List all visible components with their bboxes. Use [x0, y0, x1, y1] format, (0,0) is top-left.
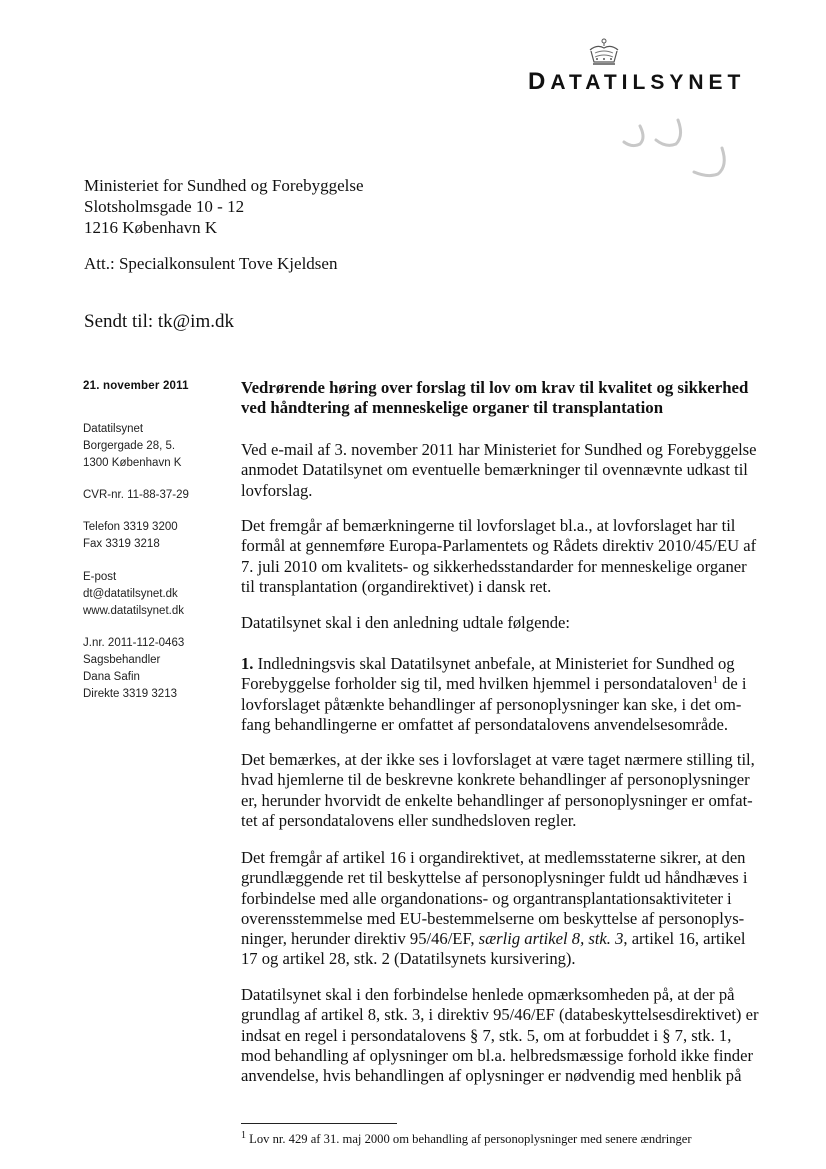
- paragraph-3: [241, 613, 761, 633]
- recipient-city: 1216 København K: [84, 218, 218, 237]
- text-line: anmodet Datatilsynet om eventuelle bemærkninger til ovennævnte udkast til: [241, 460, 748, 480]
- text-line: Det fremgår af artikel 16 i organdirektivet, at medlemsstaterne sikrer, at den: [241, 848, 746, 867]
- letter-date: 21. november 2011: [83, 380, 189, 392]
- paragraph-7: [241, 985, 761, 1086]
- subject-line: Vedrørende høring over forslag til lov om krav til kvalitet og sikkerhed: [241, 378, 749, 397]
- text-line: Forebyggelse forholder sig til, med hvilken hjemmel i persondataloven$^1$ de i: [241, 674, 747, 694]
- text-line: 17 og artikel 28, stk. 2 (Datatilsynets kursivering).: [241, 949, 576, 969]
- paragraph-5: [241, 750, 761, 831]
- paragraph-2: [241, 516, 761, 597]
- initials-signature-icon: [610, 108, 740, 188]
- recipient-street: Slotsholmsgade 10 - 12: [84, 197, 245, 216]
- text-line: ninger, herunder direktiv 95/46/EF, særlig artikel 8, stk. 3, artikel 16, artikel: [241, 929, 746, 949]
- text-line: grundlæggende ret til beskyttelse af personoplysninger fuldt ud håndhæves i: [241, 868, 748, 888]
- journal-number: J.nr. 2011-112-0463: [83, 637, 185, 649]
- text-line: mod behandling af oplysninger om bl.a. helbredsmæssige forhold ikke finder: [241, 1045, 753, 1065]
- text-line: overensstemmelse med EU-bestemmelserne om beskyttelse af personoplys-: [241, 908, 745, 928]
- text-line: 1. Indledningsvis skal Datatilsynet anbefale, at Ministeriet for Sundhed og: [241, 654, 735, 673]
- text-line: Ved e-mail af 3. november 2011 har Ministeriet for Sundhed og Forebyggelse: [241, 440, 757, 459]
- text-line: anvendelse, hvis behandlingen af oplysninger er nødvendig med henblik på: [241, 1066, 742, 1086]
- case-handler-label: Sagsbehandler: [83, 654, 161, 666]
- section-number: 1.: [241, 654, 254, 673]
- text-line: hvad hjemlerne til de beskrevne konkrete behandlinger af personoplysninger: [241, 770, 750, 790]
- sender-website[interactable]: www.datatilsynet.dk: [83, 605, 184, 617]
- sender-org: Datatilsynet: [83, 423, 144, 435]
- text-line: er, herunder hvorvidt de enkelte behandlinger af personoplysninger er omfat-: [241, 790, 753, 810]
- text-line: lovforslaget påtænkte behandlinger af personoplysninger kan ske, i det om-: [241, 694, 742, 714]
- case-handler-name: Dana Safin: [83, 671, 140, 683]
- paragraph-4: [241, 654, 761, 735]
- sender-email-label: E-post: [83, 571, 117, 583]
- text-line: Datatilsynet skal i den anledning udtale følgende:: [241, 613, 571, 632]
- sender-cvr: CVR-nr. 11-88-37-29: [83, 489, 189, 501]
- text-line: indsat en regel i persondatalovens § 7, stk. 5, om at forbuddet i § 7, stk. 1,: [241, 1025, 732, 1045]
- text-line: fang behandlingerne er omfattet af persondatalovens anvendelsesområde.: [241, 714, 729, 734]
- attention-line: Att.: Specialkonsulent Tove Kjeldsen: [84, 254, 338, 273]
- sender-email[interactable]: dt@datatilsynet.dk: [83, 588, 178, 600]
- text-line: tet af persondatalovens eller sundhedsloven regler.: [241, 810, 577, 830]
- sender-address-2: 1300 København K: [83, 457, 182, 469]
- direct-phone: Direkte 3319 3213: [83, 688, 177, 700]
- sent-to-line: Sendt til: tk@im.dk: [84, 311, 234, 332]
- text-line: Datatilsynet skal i den forbindelse henlede opmærksomheden på, at der på: [241, 985, 735, 1004]
- paragraph-1: [241, 440, 761, 501]
- footnote-number: 1: [241, 1130, 246, 1141]
- footnote-ref[interactable]: 1: [712, 674, 718, 687]
- text-line: forbindelse med alle organdonations- og organtransplantationsaktiviteter i: [241, 888, 732, 908]
- paragraph-6: [241, 848, 761, 970]
- sender-fax: Fax 3319 3218: [83, 538, 160, 550]
- text-line: formål at gennemføre Europa-Parlamentets og Rådets direktiv 2010/45/EU af: [241, 536, 757, 556]
- footnote-divider: [241, 1123, 397, 1124]
- crown-logo-icon: [584, 38, 624, 68]
- text-line: grundlag af artikel 8, stk. 3, i direktiv 95/46/EF (databeskyttelsesdirektivet) er: [241, 1005, 759, 1025]
- text-line: lovforslag.: [241, 480, 313, 500]
- letter-subject: [241, 378, 761, 418]
- text-line: 7. juli 2010 om kvalitets- og sikkerhedsstandarder for menneskelige organer: [241, 556, 747, 576]
- footnote: $^1$ Lov nr. 429 af 31. maj 2000 om behandling af personoplysninger med senere ændringer: [241, 1130, 692, 1146]
- recipient-name: Ministeriet for Sundhed og Forebyggelse: [84, 176, 364, 195]
- text-line: Det fremgår af bemærkningerne til lovforslaget bl.a., at lovforslaget har til: [241, 516, 736, 535]
- text-line: Det bemærkes, at der ikke ses i lovforslaget at være taget nærmere stilling til,: [241, 750, 755, 769]
- subject-line: ved håndtering af menneskelige organer til transplantation: [241, 398, 664, 417]
- sender-address-1: Borgergade 28, 5.: [83, 440, 176, 452]
- brand-wordmark: DATATILSYNET: [528, 68, 746, 95]
- text-line: til transplantation (organdirektivet) i dansk ret.: [241, 576, 552, 596]
- sender-phone: Telefon 3319 3200: [83, 521, 178, 533]
